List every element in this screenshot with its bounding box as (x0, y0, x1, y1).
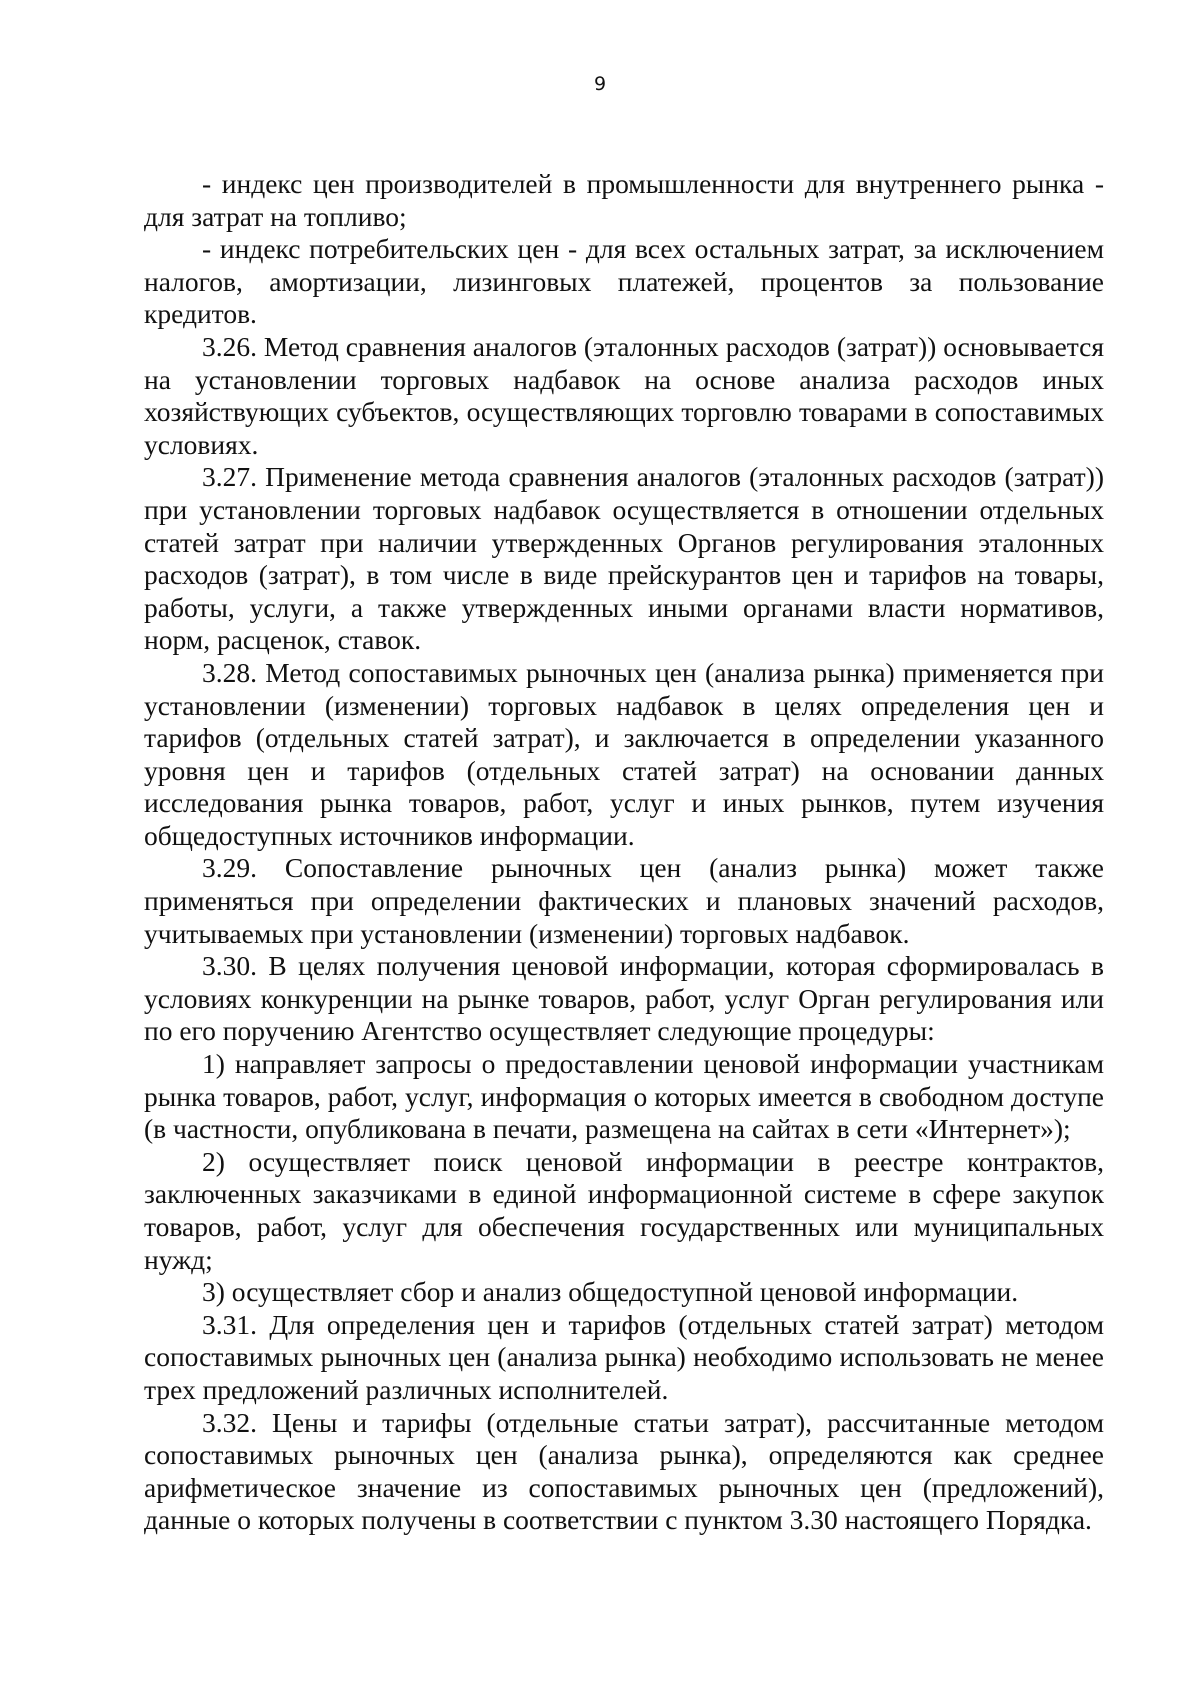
paragraph-3-30-item-3: 3) осуществляет сбор и анализ общедоступной ценовой информации. (202, 1276, 1019, 1308)
paragraph-3-31: 3.31. Для определения цен и тарифов (отдельных статей затрат) методом сопоставимых рыночных цен (анализа рынка) необходимо использовать не менее трех предложений различных исполнителей. (144, 1308, 1104, 1405)
paragraph-index-producer-prices: - индекс цен производителей в промышленности для внутреннего рынка - для затрат на топливо; (144, 168, 1104, 232)
paragraph-index-consumer-prices: - индекс потребительских цен - для всех остальных затрат, за исключением налогов, амортизации, лизинговых платежей, процентов за пользование кредитов. (144, 233, 1104, 330)
paragraph-3-29: 3.29. Сопоставление рыночных цен (анализ рынка) может также применяться при определении фактических и плановых значений расходов, учитываемых при установлении (изменении) торговых надбавок. (144, 852, 1104, 949)
document-body (144, 168, 1104, 1537)
paragraph-3-32: 3.32. Цены и тарифы (отдельные статьи затрат), рассчитанные методом сопоставимых рыночных цен (анализа рынка), определяются как среднее арифметическое значение из сопоставимых рыночных цен (предложений), данные о которых получены в соответствии с пунктом 3.30 настоящего Порядка. (144, 1406, 1104, 1536)
paragraph-3-28: 3.28. Метод сопоставимых рыночных цен (анализа рынка) применяется при установлении (изменении) торговых надбавок в целях определения цен и тарифов (отдельных статей затрат), и заключается в определении указанного уровня цен и тарифов (отдельных статей затрат) на основании данных исследования рынка товаров, работ, услуг и иных рынков, путем изучения общедоступных источников информации. (144, 656, 1104, 851)
paragraph-3-26: 3.26. Метод сравнения аналогов (эталонных расходов (затрат)) основывается на установлении торговых надбавок на основе анализа расходов иных хозяйствующих субъектов, осуществляющих торговлю товарами в сопоставимых условиях. (144, 330, 1104, 460)
paragraph-3-30-item-1: 1) направляет запросы о предоставлении ценовой информации участникам рынка товаров, работ, услуг, информация о которых имеется в свободном доступе (в частности, опубликована в печати, размещена на сайтах в сети «Интернет»); (144, 1048, 1104, 1145)
paragraph-3-27: 3.27. Применение метода сравнения аналогов (эталонных расходов (затрат)) при установлении торговых надбавок осуществляется в отношении отдельных статей затрат при наличии утвержденных Органов регулирования эталонных расходов (затрат), в том числе в виде прейскурантов цен и тарифов на товары, работы, услуги, а также утвержденных иными органами власти нормативов, норм, расценок, ставок. (144, 461, 1104, 656)
page-number: 9 (593, 73, 607, 95)
paragraph-3-30: 3.30. В целях получения ценовой информации, которая сформировалась в условиях конкуренции на рынке товаров, работ, услуг Орган регулирования или по его поручению Агентство осуществляет следующие процедуры: (144, 950, 1104, 1047)
paragraph-3-30-item-2: 2) осуществляет поиск ценовой информации в реестре контрактов, заключенных заказчиками в единой информационной системе в сфере закупок товаров, работ, услуг для обеспечения государственных или муниципальных нужд; (144, 1145, 1104, 1275)
